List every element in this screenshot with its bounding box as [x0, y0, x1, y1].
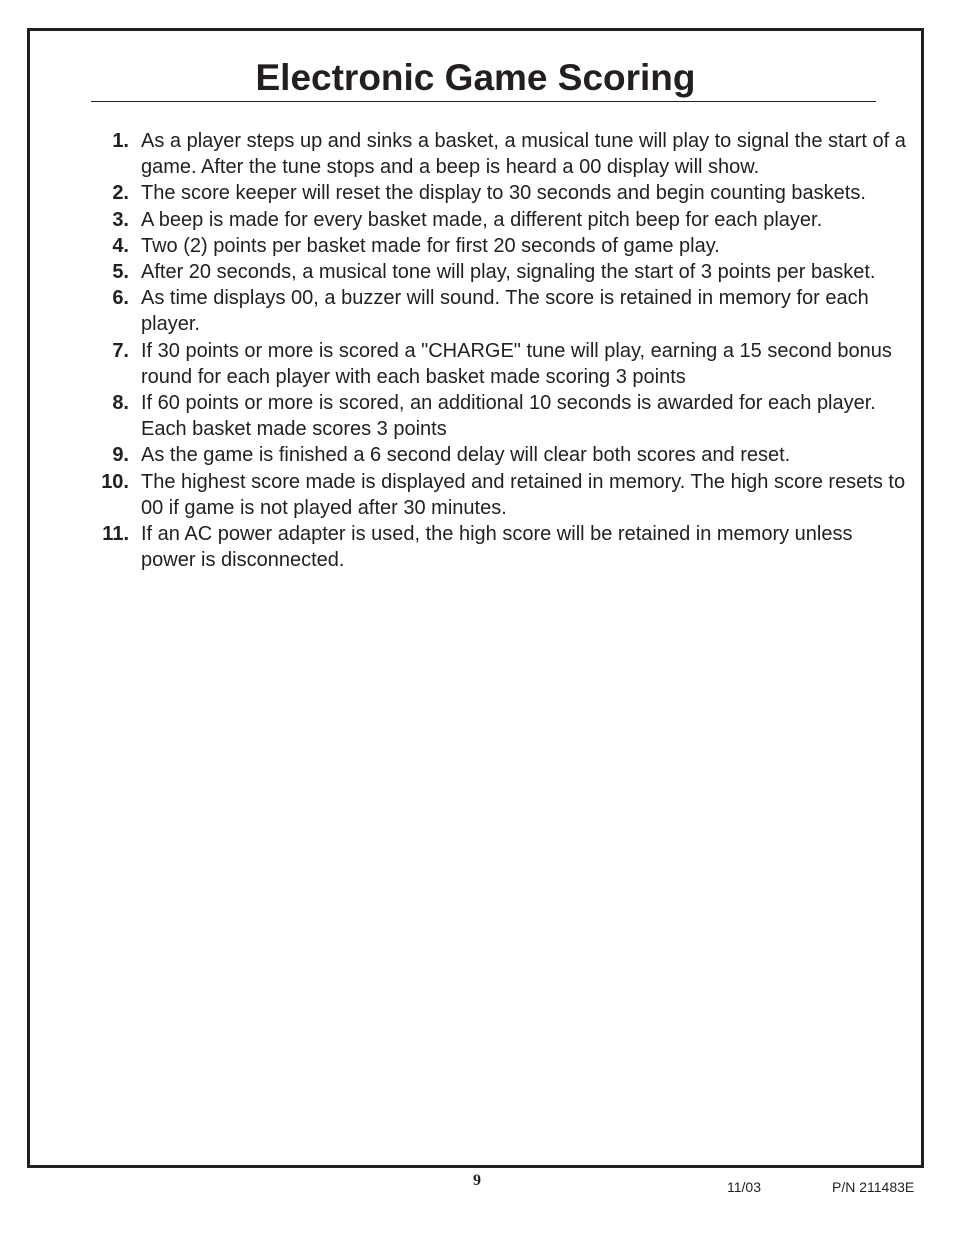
list-item [91, 469, 906, 521]
title-divider [91, 101, 876, 102]
part-number: P/N 211483E [832, 1179, 915, 1195]
page-number: 9 [473, 1172, 481, 1189]
step-number: 7. [112, 339, 129, 362]
step-text: As the game is finished a 6 second delay will clear both scores and reset. [141, 444, 791, 467]
step-number: 1. [112, 130, 129, 152]
page-title: Electronic Game Scoring [255, 57, 696, 98]
step-text: After 20 seconds, a musical tone will play, signaling the start of 3 points per basket. [141, 261, 876, 284]
step-text: A beep is made for every basket made, a different pitch beep for each player. [141, 208, 823, 231]
list-item [91, 259, 906, 285]
list-item [91, 128, 906, 180]
step-number: 3. [112, 208, 129, 231]
step-text: Two (2) points per basket made for first 20 seconds of game play. [141, 234, 720, 257]
step-number: 10. [101, 470, 129, 493]
step-text: The highest score made is displayed and retained in memory. The high score resets to 00 if game is not played after 30 minutes. [141, 470, 906, 519]
step-number: 11. [102, 523, 129, 546]
print-date: 11/03 [727, 1179, 761, 1195]
step-text: As a player steps up and sinks a basket, a musical tune will play to signal the start of a game. After the tune stops and a beep is heard a 00 display will show. [141, 130, 906, 179]
step-text: If 60 points or more is scored, an additional 10 seconds is awarded for each player. Each basket made scores 3 points [141, 392, 876, 441]
step-text: If 30 points or more is scored a "CHARGE" tune will play, earning a 15 second bonus round for each player with each basket made scoring 3 points [141, 339, 892, 388]
scoring-steps-list [91, 128, 906, 573]
step-number: 9. [112, 444, 129, 467]
step-number: 5. [112, 261, 129, 284]
list-item [91, 390, 906, 442]
list-item [91, 285, 906, 337]
list-item [91, 233, 906, 259]
step-number: 6. [112, 287, 129, 310]
list-item [91, 180, 906, 206]
list-item [91, 338, 906, 390]
step-text: As time displays 00, a buzzer will sound. The score is retained in memory for each player. [141, 287, 869, 336]
list-item [91, 207, 906, 233]
step-number: 4. [112, 234, 129, 257]
list-item [91, 521, 906, 573]
step-number: 2. [112, 182, 129, 205]
step-text: The score keeper will reset the display to 30 seconds and begin counting baskets. [141, 182, 866, 205]
page-frame [27, 28, 924, 1168]
list-item [91, 442, 906, 468]
step-number: 8. [112, 392, 129, 415]
step-text: If an AC power adapter is used, the high score will be retained in memory unless power is disconnected. [141, 523, 853, 572]
